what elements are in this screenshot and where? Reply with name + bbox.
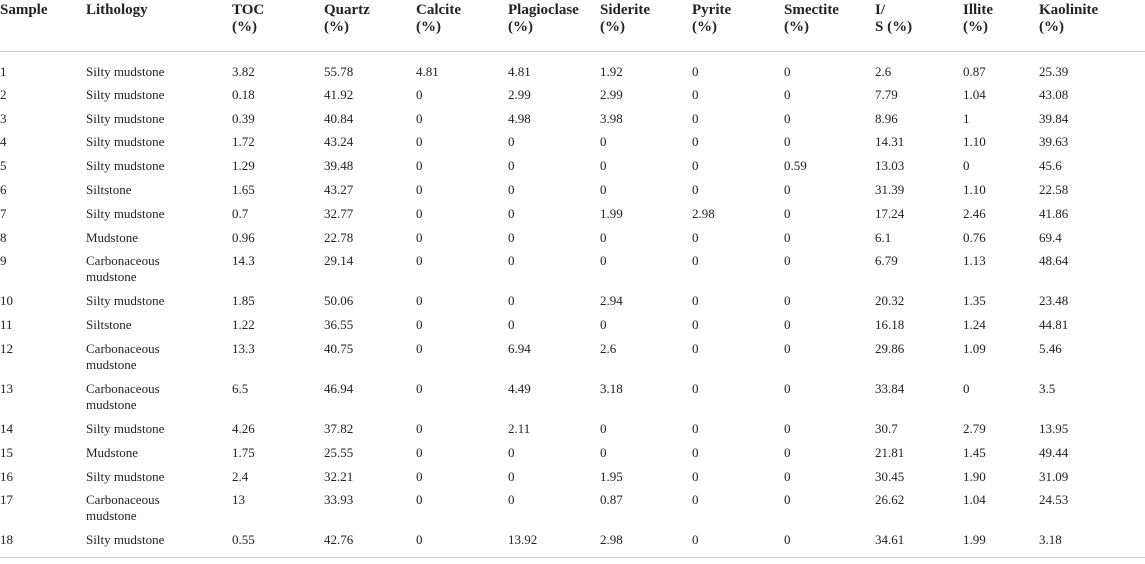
cell-siderite: 0.87 bbox=[600, 492, 623, 508]
header-kaolinite-line1: Kaolinite bbox=[1039, 2, 1099, 18]
cell-sample: 3 bbox=[0, 110, 7, 126]
cell-lithology: Silty mudstone bbox=[86, 468, 165, 484]
cell-kaolinite: 5.46 bbox=[1039, 340, 1062, 356]
cell-toc: 4.26 bbox=[232, 420, 255, 436]
cell-toc: 0.7 bbox=[232, 205, 249, 221]
cell-i-s: 16.18 bbox=[875, 317, 905, 333]
table-row bbox=[0, 202, 1145, 226]
cell-kaolinite: 25.39 bbox=[1039, 63, 1069, 79]
cell-sample: 9 bbox=[0, 253, 7, 269]
cell-i-s: 33.84 bbox=[875, 380, 905, 396]
header-plagioclase-line2: (%) bbox=[508, 19, 533, 35]
cell-lithology: Mudstone bbox=[86, 229, 138, 245]
cell-lithology: Silty mudstone bbox=[86, 110, 165, 126]
table-row bbox=[0, 130, 1145, 154]
header-calcite bbox=[416, 0, 508, 51]
cell-calcite: 0 bbox=[416, 340, 423, 356]
header-toc bbox=[232, 0, 324, 51]
cell-sample: 6 bbox=[0, 181, 7, 197]
cell-kaolinite: 3.18 bbox=[1039, 528, 1145, 557]
cell-smectite: 0 bbox=[784, 253, 791, 269]
cell-calcite: 0 bbox=[416, 110, 423, 126]
cell-kaolinite: 39.84 bbox=[1039, 110, 1069, 126]
cell-toc: 13.3 bbox=[232, 340, 255, 356]
cell-illite: 1.35 bbox=[963, 293, 986, 309]
cell-pyrite: 0 bbox=[692, 340, 699, 356]
table-row bbox=[0, 377, 1145, 417]
cell-calcite: 0 bbox=[416, 444, 423, 460]
header-toc-line1: TOC bbox=[232, 2, 265, 18]
cell-illite: 1.99 bbox=[963, 528, 1039, 557]
cell-pyrite: 0 bbox=[692, 420, 699, 436]
cell-kaolinite: 43.08 bbox=[1039, 86, 1069, 102]
cell-toc: 1.29 bbox=[232, 158, 255, 174]
cell-toc: 1.85 bbox=[232, 293, 255, 309]
header-kaolinite bbox=[1039, 0, 1145, 51]
cell-illite: 1.10 bbox=[963, 181, 986, 197]
cell-smectite: 0 bbox=[784, 340, 791, 356]
cell-illite: 2.46 bbox=[963, 205, 986, 221]
table-row bbox=[0, 107, 1145, 131]
cell-kaolinite: 39.63 bbox=[1039, 134, 1069, 150]
cell-siderite: 0 bbox=[600, 229, 607, 245]
cell-quartz: 41.92 bbox=[324, 86, 354, 102]
header-plagioclase bbox=[508, 0, 600, 51]
cell-plagioclase: 0 bbox=[508, 181, 515, 197]
cell-quartz: 25.55 bbox=[324, 444, 354, 460]
cell-calcite: 0 bbox=[416, 468, 423, 484]
cell-sample: 18 bbox=[0, 528, 86, 557]
header-smectite-line1: Smectite bbox=[784, 2, 839, 18]
table-row bbox=[0, 178, 1145, 202]
cell-quartz: 40.84 bbox=[324, 110, 354, 126]
cell-pyrite: 0 bbox=[692, 134, 699, 150]
cell-illite: 0 bbox=[963, 380, 970, 396]
cell-siderite: 1.99 bbox=[600, 205, 623, 221]
header-plagioclase-line1: Plagioclase bbox=[508, 2, 579, 18]
header-i-s-line2: S (%) bbox=[875, 19, 913, 35]
header-toc-line2: (%) bbox=[232, 19, 257, 35]
cell-sample: 4 bbox=[0, 134, 7, 150]
header-illite bbox=[963, 0, 1039, 51]
cell-lithology bbox=[86, 249, 232, 289]
header-calcite-line2: (%) bbox=[416, 19, 441, 35]
cell-pyrite: 2.98 bbox=[692, 205, 715, 221]
cell-smectite: 0 bbox=[784, 492, 791, 508]
cell-sample: 17 bbox=[0, 492, 13, 508]
cell-calcite: 0 bbox=[416, 86, 423, 102]
cell-pyrite: 0 bbox=[692, 528, 784, 557]
table-body bbox=[0, 51, 1145, 557]
table-row bbox=[0, 249, 1145, 289]
table-row bbox=[0, 465, 1145, 489]
cell-calcite: 0 bbox=[416, 317, 423, 333]
cell-toc: 1.72 bbox=[232, 134, 255, 150]
cell-smectite: 0 bbox=[784, 420, 791, 436]
cell-plagioclase: 4.49 bbox=[508, 380, 531, 396]
cell-kaolinite: 45.6 bbox=[1039, 158, 1062, 174]
cell-toc: 0.55 bbox=[232, 528, 324, 557]
cell-toc: 0.96 bbox=[232, 229, 255, 245]
cell-i-s: 31.39 bbox=[875, 181, 905, 197]
cell-kaolinite: 13.95 bbox=[1039, 420, 1069, 436]
table-row bbox=[0, 51, 1145, 83]
lithology-line1: Carbonaceous bbox=[86, 253, 160, 269]
cell-siderite: 2.94 bbox=[600, 293, 623, 309]
header-pyrite-line1: Pyrite bbox=[692, 2, 732, 18]
header-smectite-line2: (%) bbox=[784, 19, 809, 35]
cell-kaolinite: 49.44 bbox=[1039, 444, 1069, 460]
header-quartz bbox=[324, 0, 416, 51]
cell-quartz: 29.14 bbox=[324, 253, 354, 269]
cell-illite: 1.90 bbox=[963, 468, 986, 484]
cell-quartz: 55.78 bbox=[324, 63, 354, 79]
cell-quartz: 36.55 bbox=[324, 317, 354, 333]
cell-pyrite: 0 bbox=[692, 181, 699, 197]
cell-plagioclase: 0 bbox=[508, 253, 515, 269]
cell-pyrite: 0 bbox=[692, 444, 699, 460]
cell-toc: 6.5 bbox=[232, 380, 249, 396]
header-illite-line2: (%) bbox=[963, 19, 988, 35]
cell-kaolinite: 44.81 bbox=[1039, 317, 1069, 333]
cell-sample: 2 bbox=[0, 86, 7, 102]
cell-calcite: 0 bbox=[416, 293, 423, 309]
cell-illite: 1.10 bbox=[963, 134, 986, 150]
cell-quartz: 33.93 bbox=[324, 492, 354, 508]
cell-i-s: 26.62 bbox=[875, 492, 905, 508]
cell-calcite: 0 bbox=[416, 205, 423, 221]
cell-plagioclase: 6.94 bbox=[508, 340, 531, 356]
cell-pyrite: 0 bbox=[692, 229, 699, 245]
cell-sample: 14 bbox=[0, 420, 13, 436]
cell-toc: 1.22 bbox=[232, 317, 255, 333]
header-row bbox=[0, 0, 1145, 51]
cell-quartz: 43.27 bbox=[324, 181, 354, 197]
cell-toc: 1.75 bbox=[232, 444, 255, 460]
lithology-line2: mudstone bbox=[86, 269, 137, 285]
cell-plagioclase: 0 bbox=[508, 317, 515, 333]
header-sample bbox=[0, 0, 86, 51]
cell-toc: 14.3 bbox=[232, 253, 255, 269]
cell-siderite: 0 bbox=[600, 317, 607, 333]
cell-sample: 16 bbox=[0, 468, 13, 484]
cell-pyrite: 0 bbox=[692, 317, 699, 333]
cell-lithology: Siltstone bbox=[86, 181, 132, 197]
cell-smectite: 0 bbox=[784, 63, 791, 79]
cell-i-s: 29.86 bbox=[875, 340, 905, 356]
header-lithology bbox=[86, 0, 232, 51]
cell-illite: 1.04 bbox=[963, 86, 986, 102]
cell-smectite: 0 bbox=[784, 444, 791, 460]
cell-illite: 1.24 bbox=[963, 317, 986, 333]
cell-i-s: 6.1 bbox=[875, 229, 892, 245]
cell-quartz: 32.21 bbox=[324, 468, 354, 484]
cell-illite: 1.04 bbox=[963, 492, 986, 508]
cell-smectite: 0 bbox=[784, 380, 791, 396]
header-sample-line1: Sample bbox=[0, 2, 48, 18]
table-row bbox=[0, 226, 1145, 250]
cell-calcite: 0 bbox=[416, 134, 423, 150]
cell-illite: 0.76 bbox=[963, 229, 986, 245]
cell-illite: 0.87 bbox=[963, 63, 986, 79]
cell-lithology bbox=[86, 488, 232, 528]
cell-lithology bbox=[86, 377, 232, 417]
header-quartz-line1: Quartz bbox=[324, 2, 370, 18]
cell-plagioclase: 4.81 bbox=[508, 63, 531, 79]
cell-plagioclase: 0 bbox=[508, 492, 515, 508]
header-lithology-line1: Lithology bbox=[86, 2, 148, 18]
cell-smectite: 0.59 bbox=[784, 158, 807, 174]
header-siderite bbox=[600, 0, 692, 51]
cell-smectite: 0 bbox=[784, 181, 791, 197]
table-row bbox=[0, 417, 1145, 441]
cell-sample: 12 bbox=[0, 340, 13, 356]
table-row bbox=[0, 154, 1145, 178]
cell-pyrite: 0 bbox=[692, 293, 699, 309]
cell-smectite: 0 bbox=[784, 229, 791, 245]
cell-kaolinite: 48.64 bbox=[1039, 253, 1069, 269]
table-row bbox=[0, 488, 1145, 528]
cell-plagioclase: 2.99 bbox=[508, 86, 531, 102]
lithology-line2: mudstone bbox=[86, 508, 137, 524]
cell-illite: 2.79 bbox=[963, 420, 986, 436]
cell-pyrite: 0 bbox=[692, 158, 699, 174]
cell-siderite: 3.18 bbox=[600, 380, 623, 396]
cell-pyrite: 0 bbox=[692, 468, 699, 484]
table-row bbox=[0, 337, 1145, 377]
cell-lithology bbox=[86, 337, 232, 377]
cell-calcite: 0 bbox=[416, 492, 423, 508]
cell-plagioclase: 0 bbox=[508, 158, 515, 174]
cell-lithology: Silty mudstone bbox=[86, 63, 165, 79]
cell-calcite: 0 bbox=[416, 158, 423, 174]
header-i-s-line1: I/ bbox=[875, 2, 886, 18]
cell-lithology: Silty mudstone bbox=[86, 86, 165, 102]
cell-sample: 13 bbox=[0, 380, 13, 396]
cell-calcite: 0 bbox=[416, 181, 423, 197]
cell-lithology: Silty mudstone bbox=[86, 293, 165, 309]
lithology-line1: Carbonaceous bbox=[86, 492, 160, 508]
cell-pyrite: 0 bbox=[692, 492, 699, 508]
cell-illite: 1.13 bbox=[963, 253, 986, 269]
cell-quartz: 22.78 bbox=[324, 229, 354, 245]
cell-toc: 0.18 bbox=[232, 86, 255, 102]
cell-calcite: 0 bbox=[416, 420, 423, 436]
cell-toc: 3.82 bbox=[232, 63, 255, 79]
cell-illite: 0 bbox=[963, 158, 970, 174]
table-row bbox=[0, 289, 1145, 313]
cell-lithology: Mudstone bbox=[86, 444, 138, 460]
cell-i-s: 7.79 bbox=[875, 86, 898, 102]
cell-lithology: Silty mudstone bbox=[86, 134, 165, 150]
cell-illite: 1.45 bbox=[963, 444, 986, 460]
table-row bbox=[0, 313, 1145, 337]
cell-siderite: 0 bbox=[600, 420, 607, 436]
cell-quartz: 39.48 bbox=[324, 158, 354, 174]
cell-smectite: 0 bbox=[784, 110, 791, 126]
cell-toc: 13 bbox=[232, 492, 245, 508]
cell-plagioclase: 0 bbox=[508, 468, 515, 484]
cell-pyrite: 0 bbox=[692, 253, 699, 269]
cell-smectite: 0 bbox=[784, 293, 791, 309]
header-i-s bbox=[875, 0, 963, 51]
cell-sample: 15 bbox=[0, 444, 13, 460]
cell-i-s: 21.81 bbox=[875, 444, 905, 460]
header-siderite-line2: (%) bbox=[600, 19, 625, 35]
cell-lithology: Silty mudstone bbox=[86, 420, 165, 436]
cell-pyrite: 0 bbox=[692, 86, 699, 102]
cell-plagioclase: 0 bbox=[508, 134, 515, 150]
cell-siderite: 2.6 bbox=[600, 340, 617, 356]
cell-i-s: 6.79 bbox=[875, 253, 898, 269]
cell-lithology: Silty mudstone bbox=[86, 205, 165, 221]
cell-i-s: 34.61 bbox=[875, 528, 963, 557]
cell-kaolinite: 24.53 bbox=[1039, 492, 1069, 508]
lithology-line2: mudstone bbox=[86, 396, 137, 412]
cell-i-s: 30.7 bbox=[875, 420, 898, 436]
cell-siderite: 2.98 bbox=[600, 528, 692, 557]
cell-toc: 2.4 bbox=[232, 468, 249, 484]
cell-quartz: 46.94 bbox=[324, 380, 354, 396]
lithology-line2: mudstone bbox=[86, 356, 137, 372]
table-row bbox=[0, 528, 1145, 557]
cell-smectite: 0 bbox=[784, 317, 791, 333]
cell-sample: 5 bbox=[0, 158, 7, 174]
cell-quartz: 50.06 bbox=[324, 293, 354, 309]
cell-kaolinite: 22.58 bbox=[1039, 181, 1069, 197]
cell-i-s: 30.45 bbox=[875, 468, 905, 484]
table-row bbox=[0, 441, 1145, 465]
cell-quartz: 42.76 bbox=[324, 528, 416, 557]
lithology-line1: Carbonaceous bbox=[86, 340, 160, 356]
cell-i-s: 17.24 bbox=[875, 205, 905, 221]
cell-sample: 8 bbox=[0, 229, 7, 245]
header-siderite-line1: Siderite bbox=[600, 2, 650, 18]
cell-smectite: 0 bbox=[784, 205, 791, 221]
cell-calcite: 0 bbox=[416, 253, 423, 269]
cell-plagioclase: 0 bbox=[508, 205, 515, 221]
cell-i-s: 13.03 bbox=[875, 158, 905, 174]
header-pyrite bbox=[692, 0, 784, 51]
cell-siderite: 3.98 bbox=[600, 110, 623, 126]
cell-lithology: Silty mudstone bbox=[86, 528, 232, 557]
cell-i-s: 20.32 bbox=[875, 293, 905, 309]
cell-sample: 1 bbox=[0, 63, 7, 79]
cell-kaolinite: 41.86 bbox=[1039, 205, 1069, 221]
cell-pyrite: 0 bbox=[692, 110, 699, 126]
cell-quartz: 40.75 bbox=[324, 340, 354, 356]
cell-i-s: 8.96 bbox=[875, 110, 898, 126]
cell-siderite: 2.99 bbox=[600, 86, 623, 102]
cell-plagioclase: 0 bbox=[508, 229, 515, 245]
cell-lithology: Silty mudstone bbox=[86, 158, 165, 174]
cell-siderite: 0 bbox=[600, 158, 607, 174]
cell-kaolinite: 69.4 bbox=[1039, 229, 1062, 245]
cell-i-s: 14.31 bbox=[875, 134, 905, 150]
cell-toc: 0.39 bbox=[232, 110, 255, 126]
cell-calcite: 0 bbox=[416, 528, 508, 557]
cell-quartz: 32.77 bbox=[324, 205, 354, 221]
header-calcite-line1: Calcite bbox=[416, 2, 461, 18]
cell-calcite: 0 bbox=[416, 380, 423, 396]
cell-illite: 1 bbox=[963, 110, 970, 126]
cell-sample: 7 bbox=[0, 205, 7, 221]
table-row bbox=[0, 83, 1145, 107]
cell-siderite: 0 bbox=[600, 181, 607, 197]
cell-pyrite: 0 bbox=[692, 63, 699, 79]
cell-kaolinite: 31.09 bbox=[1039, 468, 1069, 484]
cell-calcite: 4.81 bbox=[416, 63, 439, 79]
cell-plagioclase: 13.92 bbox=[508, 528, 600, 557]
cell-lithology: Siltstone bbox=[86, 317, 132, 333]
header-kaolinite-line2: (%) bbox=[1039, 19, 1064, 35]
header-smectite bbox=[784, 0, 875, 51]
cell-smectite: 0 bbox=[784, 86, 791, 102]
cell-plagioclase: 0 bbox=[508, 444, 515, 460]
cell-plagioclase: 4.98 bbox=[508, 110, 531, 126]
cell-sample: 10 bbox=[0, 293, 13, 309]
cell-smectite: 0 bbox=[784, 468, 791, 484]
cell-kaolinite: 3.5 bbox=[1039, 380, 1056, 396]
cell-plagioclase: 2.11 bbox=[508, 420, 531, 436]
cell-smectite: 0 bbox=[784, 528, 875, 557]
cell-toc: 1.65 bbox=[232, 181, 255, 197]
cell-sample: 11 bbox=[0, 317, 13, 333]
cell-siderite: 0 bbox=[600, 444, 607, 460]
cell-calcite: 0 bbox=[416, 229, 423, 245]
cell-i-s: 2.6 bbox=[875, 63, 892, 79]
cell-siderite: 0 bbox=[600, 253, 607, 269]
cell-quartz: 37.82 bbox=[324, 420, 354, 436]
cell-plagioclase: 0 bbox=[508, 293, 515, 309]
cell-illite: 1.09 bbox=[963, 340, 986, 356]
header-illite-line1: Illite bbox=[963, 2, 993, 18]
header-quartz-line2: (%) bbox=[324, 19, 349, 35]
lithology-line1: Carbonaceous bbox=[86, 380, 160, 396]
header-pyrite-line2: (%) bbox=[692, 19, 717, 35]
cell-kaolinite: 23.48 bbox=[1039, 293, 1069, 309]
cell-siderite: 1.92 bbox=[600, 63, 623, 79]
cell-siderite: 0 bbox=[600, 134, 607, 150]
cell-pyrite: 0 bbox=[692, 380, 699, 396]
cell-smectite: 0 bbox=[784, 134, 791, 150]
cell-quartz: 43.24 bbox=[324, 134, 354, 150]
cell-siderite: 1.95 bbox=[600, 468, 623, 484]
